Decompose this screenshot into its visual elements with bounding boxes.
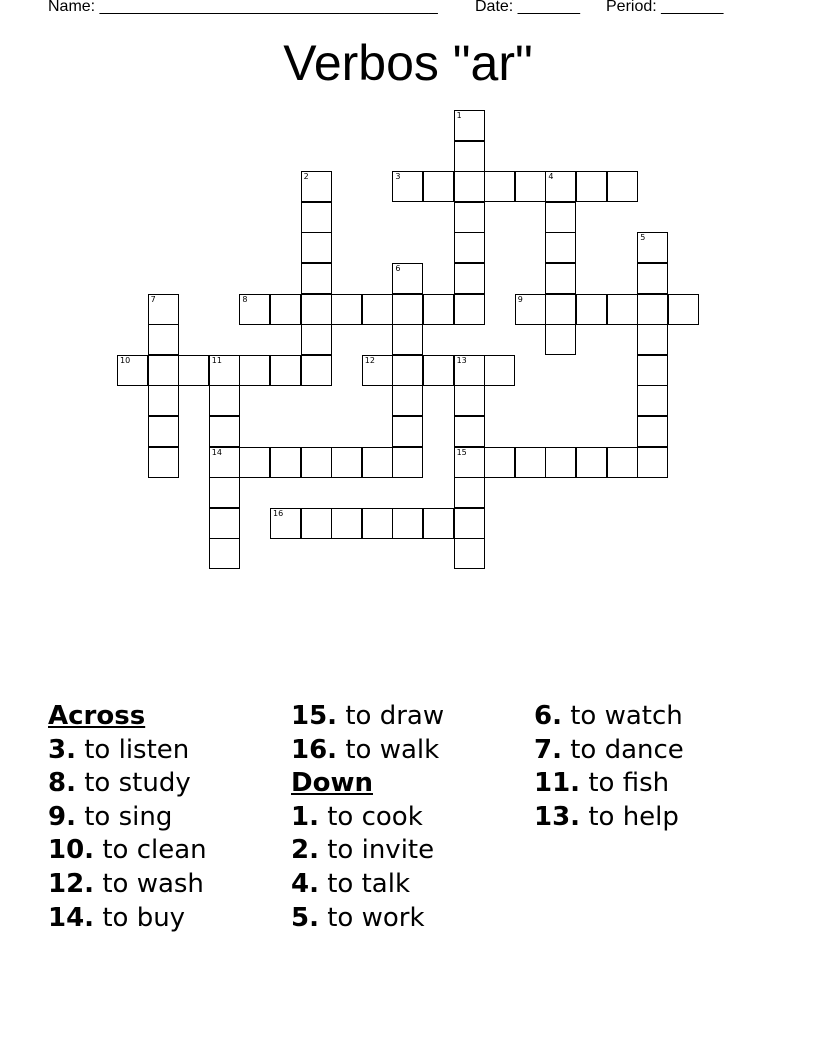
clue-text: to study	[75, 768, 191, 799]
crossword-cell[interactable]	[637, 447, 668, 478]
crossword-cell[interactable]	[392, 447, 423, 478]
crossword-cell[interactable]	[362, 355, 393, 386]
crossword-cell[interactable]	[392, 385, 423, 416]
crossword-cell[interactable]	[301, 508, 332, 539]
clue-number: 13.	[534, 801, 581, 832]
crossword-cell[interactable]	[454, 263, 485, 294]
crossword-cell[interactable]	[515, 294, 546, 325]
crossword-cell[interactable]	[454, 447, 485, 478]
crossword-cell[interactable]	[392, 355, 423, 386]
crossword-cell[interactable]	[637, 385, 668, 416]
clue-text: to work	[318, 902, 425, 933]
clue-item	[291, 801, 444, 835]
clue-number-label: 8	[242, 294, 248, 304]
clue-number-label: 13	[456, 355, 467, 365]
crossword-cell[interactable]	[148, 294, 179, 325]
clue-number-label: 5	[640, 233, 646, 243]
clue-item	[291, 700, 444, 734]
clue-number-label: 10	[120, 355, 131, 365]
crossword-cell[interactable]	[454, 232, 485, 263]
crossword-cell[interactable]	[454, 141, 485, 172]
clue-item	[48, 801, 207, 835]
clue-item	[534, 734, 684, 768]
clue-number: 6.	[534, 701, 562, 731]
clue-number-label: 14	[211, 447, 222, 457]
clue-item	[48, 767, 207, 801]
crossword-cell[interactable]	[392, 263, 423, 294]
crossword-cell[interactable]	[362, 508, 393, 539]
crossword-cell[interactable]	[148, 447, 179, 478]
crossword-cell[interactable]	[484, 171, 515, 202]
clue-item	[534, 700, 684, 734]
crossword-cell[interactable]	[392, 324, 423, 355]
clue-text: to talk	[318, 868, 411, 899]
crossword-cell[interactable]	[515, 171, 546, 202]
clue-number-label: 9	[517, 294, 523, 304]
clue-text: to wash	[94, 868, 204, 899]
crossword-cell[interactable]	[607, 171, 638, 202]
clue-number: 2.	[291, 835, 319, 866]
crossword-cell[interactable]	[454, 171, 485, 202]
crossword-cell[interactable]	[576, 447, 607, 478]
crossword-cell[interactable]	[576, 294, 607, 325]
crossword-cell[interactable]	[239, 447, 270, 478]
crossword-cell[interactable]	[239, 294, 270, 325]
name-field-label[interactable]: Name: ______________________________________	[48, 0, 438, 15]
crossword-cell[interactable]	[545, 202, 576, 233]
clue-item	[291, 834, 444, 868]
crossword-cell[interactable]	[454, 538, 485, 569]
clue-column-1	[48, 700, 207, 935]
clue-text: to clean	[94, 835, 207, 866]
crossword-cell[interactable]	[362, 294, 393, 325]
crossword-cell[interactable]	[209, 416, 240, 447]
clue-column-2	[291, 700, 444, 935]
clue-number-label: 2	[303, 172, 309, 182]
crossword-cell[interactable]	[301, 202, 332, 233]
crossword-cell[interactable]	[423, 508, 454, 539]
clue-number-label: 6	[395, 264, 401, 273]
clue-item	[48, 834, 207, 868]
crossword-cell[interactable]	[484, 447, 515, 478]
clue-text: to help	[580, 801, 679, 832]
date-field-label[interactable]: Date: _______	[475, 0, 580, 15]
clue-text: to cook	[318, 801, 423, 832]
clue-number: 3.	[48, 734, 76, 765]
clue-item	[48, 902, 207, 936]
crossword-cell[interactable]	[545, 324, 576, 355]
crossword-cell[interactable]	[270, 447, 301, 478]
clue-item	[291, 734, 444, 768]
crossword-cell[interactable]	[117, 355, 148, 386]
crossword-cell[interactable]	[301, 263, 332, 294]
crossword-cell[interactable]	[576, 171, 607, 202]
crossword-cell[interactable]	[270, 355, 301, 386]
crossword-cell[interactable]	[392, 294, 423, 325]
clue-number-label: 12	[364, 355, 375, 365]
clue-number: 8.	[48, 768, 76, 799]
clue-number-label: 1	[456, 111, 462, 120]
crossword-cell[interactable]	[301, 171, 332, 202]
clue-text: to walk	[337, 734, 440, 765]
crossword-cell[interactable]	[545, 447, 576, 478]
crossword-cell[interactable]	[607, 294, 638, 325]
crossword-cell[interactable]	[209, 508, 240, 539]
crossword-cell[interactable]	[454, 508, 485, 539]
clue-column-3	[534, 700, 684, 834]
crossword-cell[interactable]	[270, 294, 301, 325]
crossword-cell[interactable]	[637, 355, 668, 386]
crossword-cell[interactable]	[454, 202, 485, 233]
clue-number-label: 4	[548, 172, 554, 182]
crossword-cell[interactable]	[209, 355, 240, 386]
clue-number-label: 7	[150, 294, 156, 304]
clue-number: 9.	[48, 801, 76, 832]
clue-text: to listen	[75, 734, 190, 765]
crossword-cell[interactable]	[637, 324, 668, 355]
crossword-cell[interactable]	[301, 324, 332, 355]
crossword-cell[interactable]	[301, 294, 332, 325]
clue-item	[48, 734, 207, 768]
crossword-cell[interactable]	[668, 294, 699, 325]
crossword-cell[interactable]	[454, 355, 485, 386]
crossword-cell[interactable]	[148, 355, 179, 386]
clue-heading-down: Down	[291, 768, 373, 799]
crossword-cell[interactable]	[148, 416, 179, 447]
clue-number: 1.	[291, 801, 319, 832]
crossword-cell[interactable]	[637, 294, 668, 325]
clue-number: 5.	[291, 902, 319, 933]
clue-item	[534, 767, 684, 801]
crossword-cell[interactable]	[545, 263, 576, 294]
crossword-cell[interactable]	[637, 416, 668, 447]
crossword-cell[interactable]	[392, 508, 423, 539]
clue-number-label: 16	[273, 508, 284, 518]
clue-heading-across: Across	[48, 701, 146, 731]
clue-number-label: 3	[395, 172, 401, 182]
crossword-cell[interactable]	[454, 294, 485, 325]
crossword-cell[interactable]	[454, 477, 485, 508]
clue-number: 11.	[534, 768, 581, 799]
crossword-cell[interactable]	[637, 232, 668, 263]
clue-number: 14.	[48, 902, 95, 933]
clue-number: 15.	[291, 701, 338, 731]
crossword-cell[interactable]	[423, 355, 454, 386]
crossword-cell[interactable]	[484, 355, 515, 386]
crossword-cell[interactable]	[454, 416, 485, 447]
page-title: Verbos "ar"	[283, 35, 533, 91]
clue-item	[291, 868, 444, 902]
clue-number: 4.	[291, 868, 319, 899]
crossword-cell[interactable]	[392, 171, 423, 202]
clue-number: 10.	[48, 835, 95, 866]
clue-text: to draw	[337, 701, 445, 731]
crossword-cell[interactable]	[423, 171, 454, 202]
crossword-cell[interactable]	[301, 447, 332, 478]
crossword-cell[interactable]	[331, 294, 362, 325]
crossword-cell[interactable]	[331, 508, 362, 539]
crossword-cell[interactable]	[637, 263, 668, 294]
crossword-cell[interactable]	[148, 324, 179, 355]
clue-text: to watch	[561, 701, 683, 731]
clue-item	[534, 801, 684, 835]
crossword-cell[interactable]	[331, 447, 362, 478]
clue-text: to invite	[318, 835, 435, 866]
crossword-cell[interactable]	[545, 171, 576, 202]
crossword-cell[interactable]	[392, 416, 423, 447]
crossword-cell[interactable]	[515, 447, 546, 478]
crossword-cell[interactable]	[301, 232, 332, 263]
crossword-cell[interactable]	[423, 294, 454, 325]
clue-text: to buy	[94, 902, 186, 933]
crossword-cell[interactable]	[209, 447, 240, 478]
crossword-cell[interactable]	[362, 447, 393, 478]
clue-number-label: 15	[456, 447, 467, 457]
crossword-cell[interactable]	[270, 508, 301, 539]
crossword-cell[interactable]	[209, 538, 240, 569]
crossword-cell[interactable]	[545, 232, 576, 263]
crossword-cell[interactable]	[178, 355, 209, 386]
clue-item	[48, 868, 207, 902]
crossword-cell[interactable]	[301, 355, 332, 386]
clue-number: 16.	[291, 734, 338, 765]
crossword-cell[interactable]	[209, 385, 240, 416]
crossword-cell[interactable]	[454, 385, 485, 416]
clue-text: to dance	[561, 734, 684, 765]
clue-item	[291, 902, 444, 936]
crossword-cell[interactable]	[545, 294, 576, 325]
clue-number: 12.	[48, 868, 95, 899]
crossword-cell[interactable]	[454, 110, 485, 141]
period-field-label[interactable]: Period: _______	[606, 0, 724, 15]
clue-number-label: 11	[211, 355, 222, 365]
crossword-cell[interactable]	[239, 355, 270, 386]
crossword-cell[interactable]	[607, 447, 638, 478]
clue-text: to fish	[580, 768, 670, 799]
crossword-cell[interactable]	[148, 385, 179, 416]
clue-number: 7.	[534, 734, 562, 765]
clue-text: to sing	[75, 801, 173, 832]
crossword-cell[interactable]	[209, 477, 240, 508]
